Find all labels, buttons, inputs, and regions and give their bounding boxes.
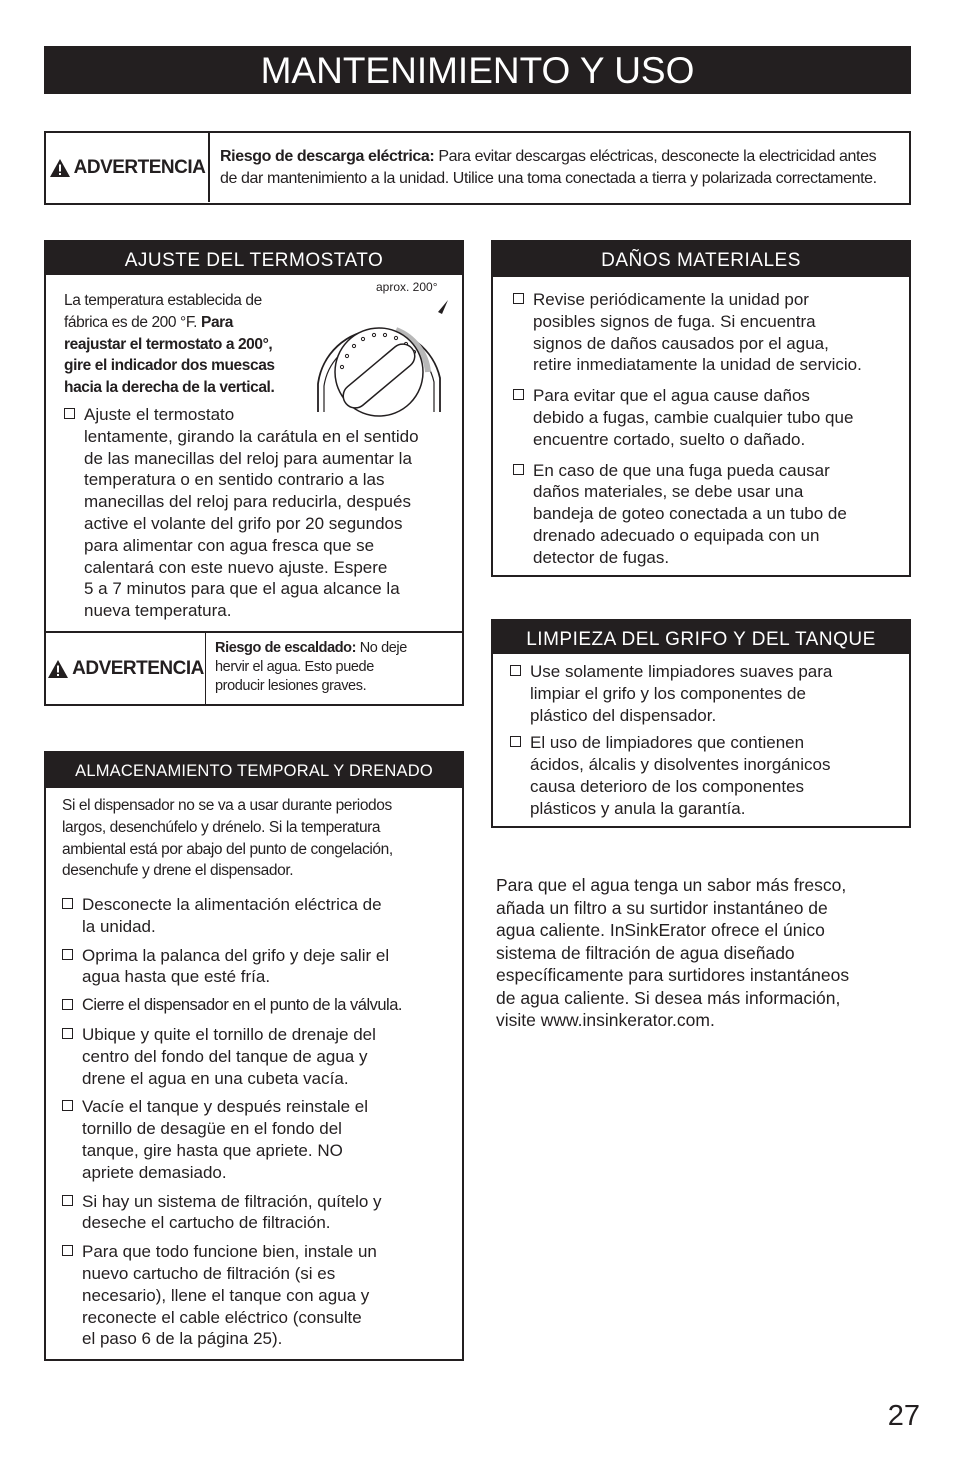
page-title: MANTENIMIENTO Y USO <box>44 46 911 94</box>
item-line: deseche el cartucho de filtración. <box>82 1213 331 1233</box>
list-item <box>62 995 462 1017</box>
list-item <box>510 732 910 819</box>
step-line: para alimentar con agua fresca que se <box>84 535 375 555</box>
scald-title: Riesgo de escaldado: <box>215 640 357 656</box>
note-line: de agua caliente. Si desea más información, <box>496 987 841 1008</box>
intro-line: La temperatura establecida de <box>64 292 262 309</box>
intro-line: reajustar el termostato a 200°, <box>64 335 273 353</box>
item-line: ácidos, álcalis y disolventes inorgánicos <box>530 755 831 775</box>
electrical-warning-box <box>44 131 911 205</box>
list-item <box>62 1024 462 1089</box>
damage-list <box>513 289 911 569</box>
step-line: calentará con este nuevo ajuste. Espere <box>84 557 388 577</box>
storage-intro <box>62 795 462 882</box>
note-line: sistema de filtración de agua diseñado <box>496 942 795 963</box>
item-line: retire inmediatamente la unidad de servicio. <box>533 355 862 375</box>
dial-label: aprox. 200° <box>376 280 438 294</box>
electrical-warning-text <box>220 146 910 189</box>
item-line: En caso de que una fuga pueda causar <box>533 460 830 480</box>
storage-section <box>44 751 464 1361</box>
item-line: la unidad. <box>82 916 156 936</box>
section-heading: LIMPIEZA DEL GRIFO Y DEL TANQUE <box>493 621 909 654</box>
page-number: 27 <box>887 1400 920 1432</box>
note-line: visite www.insinkerator.com. <box>496 1010 715 1030</box>
step-line: manecillas del reloj para reducirla, después <box>84 492 411 512</box>
warning-line-2: de dar mantenimiento a la unidad. Utilice una toma conectada a tierra y polarizada correctamente. <box>220 169 877 187</box>
scald-line: producir lesiones graves. <box>215 678 367 694</box>
checkbox-icon <box>62 1245 73 1256</box>
item-line: centro del fondo del tanque de agua y <box>82 1046 368 1066</box>
cleaning-section <box>491 619 911 828</box>
item-line: plásticos y anula la garantía. <box>530 798 746 818</box>
item-line: Para que todo funcione bien, instale un <box>82 1242 377 1262</box>
item-line: encuentre cortado, suelto o dañado. <box>533 429 806 449</box>
intro-line: largos, desenchúfelo y drénelo. Si la temperatura <box>62 818 381 836</box>
note-line: añada un filtro a su surtidor instantáneo de <box>496 897 828 918</box>
item-line: Revise periódicamente la unidad por <box>533 290 809 309</box>
step-line: nueva temperatura. <box>84 601 232 621</box>
item-line: apriete demasiado. <box>82 1162 227 1182</box>
item-line: causa deterioro de los componentes <box>530 776 805 796</box>
note-line: Para que el agua tenga un sabor más fresco, <box>496 875 847 895</box>
item-line: daños materiales, se debe usar una <box>533 482 804 502</box>
item-line: Use solamente limpiadores suaves para <box>530 662 833 681</box>
checkbox-icon <box>62 1028 73 1039</box>
checkbox-icon <box>62 949 73 960</box>
checkbox-icon <box>510 736 521 747</box>
note-line: agua caliente. InSinkErator ofrece el único <box>496 920 825 940</box>
item-line: Vacíe el tanque y después reinstale el <box>82 1097 369 1117</box>
checkbox-icon <box>513 293 524 304</box>
item-line: El uso de limpiadores que contienen <box>530 733 805 753</box>
cleaning-list <box>510 661 910 820</box>
item-line: nuevo cartucho de filtración (si es <box>82 1263 336 1283</box>
thermostat-dial-illustration <box>312 300 462 418</box>
section-heading: ALMACENAMIENTO TEMPORAL Y DRENADO <box>46 753 462 788</box>
checkbox-icon <box>62 1195 73 1206</box>
list-item <box>510 661 910 726</box>
step-line: de las manecillas del reloj para aumentar la <box>84 448 412 468</box>
item-line: Cierre el dispensador en el punto de la válvula. <box>82 996 402 1015</box>
warning-label <box>46 133 210 202</box>
checkbox-icon <box>513 464 524 475</box>
item-line: signos de daños causados por el agua, <box>533 333 829 353</box>
intro-line: Para <box>201 313 234 331</box>
intro-line: hacia la derecha de la vertical. <box>64 379 275 397</box>
scald-line: No deje <box>359 640 407 656</box>
list-item <box>64 404 464 622</box>
item-line: limpiar el grifo y los componentes de <box>530 683 806 703</box>
item-line: plástico del dispensador. <box>530 705 717 725</box>
warning-triangle-icon <box>49 158 71 178</box>
item-line: Si hay un sistema de filtración, quítelo y <box>82 1191 382 1211</box>
section-heading: DAÑOS MATERIALES <box>493 242 909 277</box>
item-line: tanque, gire hasta que apriete. NO <box>82 1140 343 1160</box>
filter-note <box>496 874 926 1032</box>
item-line: drene el agua en una cubeta vacía. <box>82 1068 349 1088</box>
checkbox-icon <box>64 408 75 419</box>
checkbox-icon <box>62 1100 73 1111</box>
item-line: Para evitar que el agua cause daños <box>533 386 810 406</box>
warning-line-1: Para evitar descargas eléctricas, desconecte la electricidad antes <box>438 148 877 165</box>
checkbox-icon <box>62 898 73 909</box>
step-line: active el volante del grifo por 20 segundos <box>84 513 403 533</box>
warning-title: Riesgo de descarga eléctrica: <box>220 148 435 165</box>
checkbox-icon <box>510 665 521 676</box>
item-line: tornillo de desagüe en el fondo del <box>82 1119 342 1139</box>
item-line: drenado adecuado o equipada con un <box>533 525 820 545</box>
thermostat-step <box>64 404 464 622</box>
list-item <box>513 460 911 569</box>
list-item <box>62 894 462 938</box>
item-line: Ubique y quite el tornillo de drenaje del <box>82 1024 376 1044</box>
item-line: debido a fugas, cambie cualquier tubo que <box>533 407 854 427</box>
item-line: necesario), llene el tanque con agua y <box>82 1285 370 1305</box>
intro-line: desenchufe y drene el dispensador. <box>62 862 294 880</box>
item-line: bandeja de goteo conectada a un tubo de <box>533 504 847 524</box>
list-item <box>513 289 911 376</box>
step-line: Ajuste el termostato <box>84 405 235 424</box>
storage-list <box>62 894 462 1350</box>
step-line: 5 a 7 minutos para que el agua alcance la <box>84 579 400 599</box>
warning-triangle-icon <box>47 659 69 679</box>
checkbox-icon <box>513 389 524 400</box>
list-item <box>62 945 462 989</box>
item-line: posibles signos de fuga. Si encuentra <box>533 311 816 331</box>
scald-warning-box <box>46 631 462 704</box>
note-line: específicamente para surtidores instantáneos <box>496 965 850 985</box>
checkbox-icon <box>62 999 73 1010</box>
scald-line: hervir el agua. Esto puede <box>215 659 374 675</box>
item-line: detector de fugas. <box>533 547 670 567</box>
section-heading: AJUSTE DEL TERMOSTATO <box>46 242 462 275</box>
intro-line: Si el dispensador no se va a usar durante periodos <box>62 797 392 814</box>
step-line: temperatura o en sentido contrario a las <box>84 470 385 490</box>
item-line: Desconecte la alimentación eléctrica de <box>82 895 382 914</box>
intro-line: fábrica es de 200 °F. <box>64 313 198 331</box>
warning-label-text: ADVERTENCIA <box>72 657 204 679</box>
list-item <box>62 1241 462 1350</box>
intro-line: ambiental está por abajo del punto de congelación, <box>62 840 393 858</box>
warning-label-text: ADVERTENCIA <box>73 156 206 178</box>
item-line: agua hasta que esté fría. <box>82 967 271 987</box>
item-line: Oprima la palanca del grifo y deje salir el <box>82 945 390 965</box>
item-line: reconecte el cable eléctrico (consulte <box>82 1307 362 1327</box>
thermostat-intro <box>64 290 314 399</box>
step-line: lentamente, girando la carátula en el sentido <box>84 426 419 446</box>
list-item <box>513 385 911 450</box>
list-item <box>62 1191 462 1235</box>
intro-line: gire el indicador dos muescas <box>64 357 275 375</box>
item-line: el paso 6 de la página 25). <box>82 1329 283 1349</box>
list-item <box>62 1096 462 1183</box>
thermostat-section <box>44 240 464 706</box>
scald-warning-text <box>215 639 460 696</box>
damage-section <box>491 240 911 577</box>
warning-label <box>46 633 206 704</box>
